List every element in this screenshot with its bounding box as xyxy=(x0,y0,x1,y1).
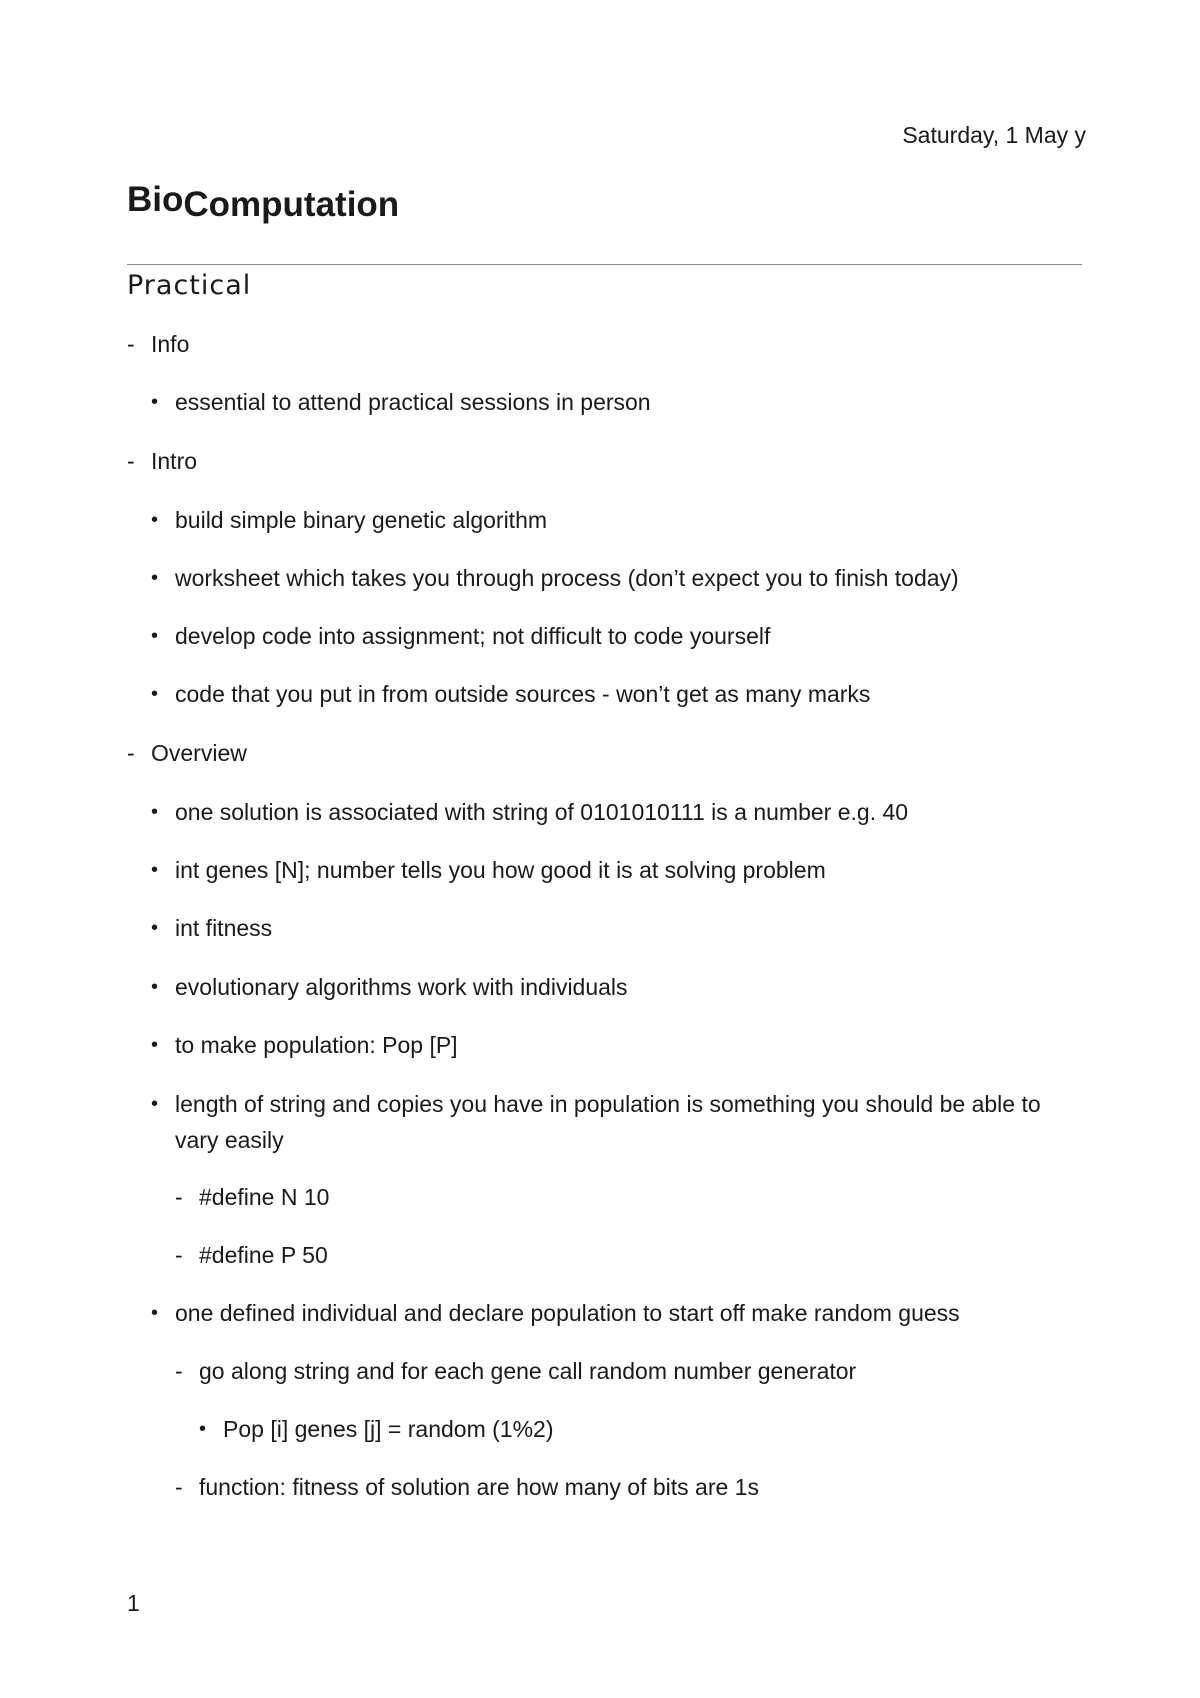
document-date: Saturday, 1 May y xyxy=(902,122,1086,148)
list-marker: - xyxy=(127,448,135,474)
list-item xyxy=(151,502,547,538)
document-title xyxy=(127,180,399,225)
list-item-text: go along string and for each gene call random number generator xyxy=(199,1358,857,1384)
list-marker: - xyxy=(175,1184,183,1210)
list-item-text: int fitness xyxy=(175,915,273,941)
list-item xyxy=(151,794,908,830)
list-item-text: develop code into assignment; not difficult to code yourself xyxy=(175,623,771,649)
list-item xyxy=(151,1027,458,1063)
list-marker: - xyxy=(175,1242,183,1268)
list-item-text: evolutionary algorithms work with individuals xyxy=(175,974,628,1000)
list-item-text: to make population: Pop [P] xyxy=(175,1032,458,1058)
list-marker: • xyxy=(151,1093,159,1115)
list-item-text: #define P 50 xyxy=(199,1242,328,1268)
list-item-text: essential to attend practical sessions in person xyxy=(175,389,651,415)
list-item xyxy=(151,676,870,712)
list-item-text: code that you put in from outside sources - won’t get as many marks xyxy=(175,681,871,707)
list-item-text: function: fitness of solution are how many of bits are 1s xyxy=(199,1474,759,1500)
list-item xyxy=(151,1295,960,1331)
list-marker: • xyxy=(151,567,159,589)
list-item xyxy=(151,852,826,888)
list-marker: - xyxy=(127,740,135,766)
list-item-text: worksheet which takes you through process (don’t expect you to finish today) xyxy=(175,565,959,591)
list-marker: • xyxy=(151,859,159,881)
list-item xyxy=(127,735,247,771)
list-item-text: one solution is associated with string of 0101010111 is a number e.g. 40 xyxy=(175,799,909,825)
section-heading: Practical xyxy=(127,270,252,301)
list-item xyxy=(175,1179,329,1215)
list-marker: • xyxy=(151,683,159,705)
list-item-text: build simple binary genetic algorithm xyxy=(175,507,548,533)
list-marker: • xyxy=(151,1034,159,1056)
list-item xyxy=(127,443,197,479)
title-prefix: Bio xyxy=(127,180,184,219)
list-item-text: length of string and copies you have in population is something you should be able to vary easily xyxy=(175,1091,1041,1153)
list-item-text: #define N 10 xyxy=(199,1184,330,1210)
list-marker: • xyxy=(151,801,159,823)
list-item-text: Pop [i] genes [j] = random (1%2) xyxy=(223,1416,554,1442)
list-item xyxy=(151,910,272,946)
list-item-text: int genes [N]; number tells you how good it is at solving problem xyxy=(175,857,826,883)
list-marker: - xyxy=(175,1358,183,1384)
list-item-text: one defined individual and declare population to start off make random guess xyxy=(175,1300,960,1326)
list-marker: • xyxy=(199,1418,207,1440)
list-item-text: Overview xyxy=(151,740,247,766)
list-marker: • xyxy=(151,391,159,413)
list-marker: • xyxy=(151,625,159,647)
list-item xyxy=(151,560,959,596)
list-marker: • xyxy=(151,976,159,998)
list-item xyxy=(199,1411,553,1447)
title-divider xyxy=(127,264,1082,265)
list-item xyxy=(151,384,651,420)
list-item xyxy=(175,1469,759,1505)
list-item-text: Info xyxy=(151,331,190,357)
title-main: Computation xyxy=(183,185,400,224)
list-marker: • xyxy=(151,509,159,531)
page-number: 1 xyxy=(127,1590,140,1616)
list-marker: • xyxy=(151,917,159,939)
list-item-text: Intro xyxy=(151,448,198,474)
list-item xyxy=(127,326,189,362)
list-item xyxy=(175,1353,856,1389)
list-item xyxy=(175,1237,328,1273)
list-item xyxy=(151,618,770,654)
list-item xyxy=(151,969,628,1005)
list-marker: - xyxy=(175,1474,183,1500)
list-marker: - xyxy=(127,331,135,357)
list-marker: • xyxy=(151,1302,159,1324)
list-item xyxy=(151,1086,1055,1158)
